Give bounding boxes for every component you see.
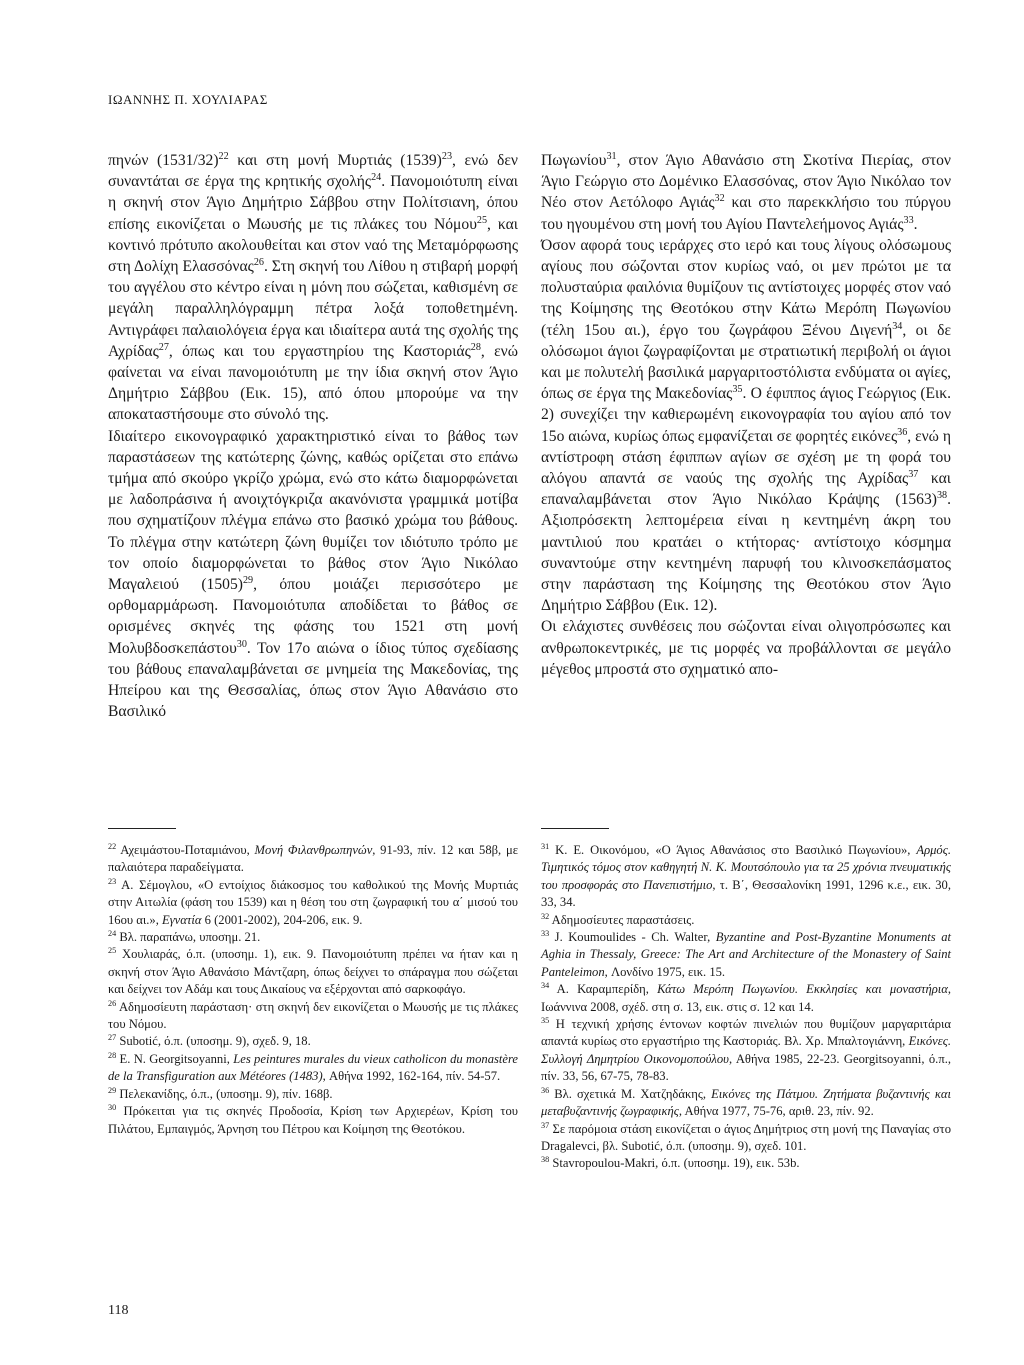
main-text-left-column: [108, 150, 518, 722]
footnote: [541, 929, 951, 981]
text-run: Αδημοσίευτες παραστάσεις.: [549, 912, 695, 927]
footnote-reference: 34: [892, 320, 903, 332]
text-run: Όσον αφορά τους ιεράρχες στο ιερό και τους λίγους ολόσωμους αγίους που σώζονται στον κυρίως ναό, οι μεν πρώτοι με τα πολυσταύρια φαιλόνια θυμίζουν τις αντίστοιχες μορφές στον ναό της Κοίμησης της Θεοτόκου στην Κάτω Μερόπη Πωγωνίου (τέλη 15ου αι.), έργο του ζωγράφου Ξένου Διγενή: [541, 236, 951, 339]
footnote-number: 32: [541, 911, 550, 921]
text-run: , ενώ η αντίστροφη στάση έφιππων αγίων σε σχέση με τη φορά του αλόγου απαντά σε ναούς της σχολής της Αχρίδας: [541, 427, 951, 488]
footnote: [541, 842, 951, 912]
text-run: , στον Άγιο Αθανάσιο στη Σκοτίνα Πιερίας, στον Άγιο Γεώργιο στο Δομένικο Ελασσόνας, στον Άγιο Νικόλαο τον Νέο στον Αετόλοφο Αγιάς: [541, 152, 951, 212]
italic-title: Byzantine and Post-Byzantine Monuments at Aghia in Thessaly, Greece: The Art and Architecture of the Monastery of Saint Panteleimon: [541, 930, 951, 979]
text-run: πηνών (1531/32): [108, 152, 219, 169]
text-run: , Αθήνα 1977, 75-76, αριθ. 23, πίν. 92.: [678, 1104, 874, 1119]
text-run: Πελεκανίδης, ό.π., (υποσημ. 9), πίν. 168β.: [116, 1086, 333, 1101]
footnote-number: 35: [541, 1015, 550, 1025]
footnote-reference: 28: [470, 341, 481, 353]
italic-title: Εικόνες. Συλλογή Δημητρίου Οικονομοπούλου: [541, 1034, 951, 1066]
footnote: [108, 1103, 518, 1138]
footnote-number: 38: [541, 1155, 550, 1165]
running-head: ΙΩΑΝΝΗΣ Π. ΧΟΥΛΙΑΡΑΣ: [108, 92, 268, 107]
text-run: . Πανομοιότυπη είναι η σκηνή στον Άγιο Δημήτριο Σάββου στην Πολίτσιανη, όπου επίσης εικονίζεται ο Μωυσής με τις πλάκες του Νόμου: [108, 173, 518, 233]
footnote: [108, 999, 518, 1034]
footnote-reference: 22: [218, 150, 229, 162]
footnotes-right-column: [541, 842, 951, 1173]
text-run: , Λονδίνο 1975, εικ. 15.: [604, 964, 726, 979]
text-run: Σε παρόμοια στάση εικονίζεται ο άγιος Δημήτριος στη μονή της Παναγίας στο Dragalevci, βλ. Subotić, ό.π. (υποσημ. 9), σχεδ. 101.: [541, 1121, 951, 1153]
text-run: E. N. Georgitsoyanni,: [116, 1051, 234, 1066]
text-run: , Αθήνα 1992, 162-164, πίν. 54-57.: [322, 1069, 501, 1084]
text-run: . Ο έφιππος άγιος Γεώργιος (Εικ. 2) συνεχίζει την καθιερωμένη εικονογραφία του αγίου από τον 15ο αιώνα, κυρίως όπως εμφανίζεται σε φορητές εικόνες: [541, 385, 951, 445]
footnote-reference: 37: [908, 468, 919, 480]
paragraph: [541, 235, 951, 617]
text-run: και στο παρεκκλήσιο του πύργου του ηγουμένου στη μονή του Αγίου Παντελεήμονος Αγιάς: [541, 194, 952, 233]
footnote-reference: 36: [897, 426, 908, 438]
page-number: 118: [108, 1303, 129, 1318]
footnote-reference: 24: [371, 172, 382, 184]
italic-title: Εικόνες της Πάτμου. Ζητήματα βυζαντινής και μεταβυζαντινής ζωγραφικής: [541, 1086, 951, 1119]
footnote: [541, 981, 951, 1016]
text-run: , όπως και του εργαστηρίου της Καστοριάς: [168, 342, 471, 360]
italic-title: Κάτω Μερόπη Πωγωνίου. Εκκλησίες και μοναστήρια: [657, 982, 948, 997]
paragraph: [541, 616, 951, 680]
footnote-number: 23: [108, 876, 117, 886]
text-run: Α. Καραμπερίδη,: [549, 982, 658, 997]
footnote: [108, 1051, 518, 1086]
footnote-separator-right: [541, 828, 609, 829]
text-run: . Στη σκηνή του Λίθου η στιβαρή μορφή του αγγέλου στο κέντρο είναι η μόνη που σώζεται, καθισμένη σε μεγάλη παραλληλόγραμμη πέτρα λοξά τοποθετημένη. Αντιγράφει παλαιολόγεια έργα και ιδιαίτερα αυτά της σχολής της Αχρίδας: [108, 258, 518, 360]
footnote-number: 33: [541, 928, 550, 938]
paragraph: [108, 426, 518, 723]
footnote: [541, 1121, 951, 1156]
text-run: , όπου μοιάζει περισσότερο με ορθομαρμάρωση. Πανομοιότυπα αποδίδεται το βάθος σε ορισμένες σκηνές της φάσης του 1521 στη μονή Μολυβδοσκεπάστου: [108, 576, 519, 657]
footnote-reference: 29: [242, 574, 254, 586]
footnote: [541, 1016, 951, 1086]
text-run: Βλ. παραπάνω, υποσημ. 21.: [116, 930, 261, 945]
footnote: [541, 912, 951, 929]
text-run: . Αξιοπρόσεκτη λεπτομέρεια είναι η κεντημένη άκρη του μαντιλιού που κρατάει ο κτήτορας· αντίστοιχο κόσμημα συναντούμε στην κεντημένη παρυφή του κλινοσκεπάσματος στην παράσταση της Κοίμησης της Θεοτόκου στον Άγιο Δημήτριο Σάββου (Εικ. 12).: [541, 491, 951, 615]
text-run: J. Koumoulides - Ch. Walter,: [549, 930, 716, 945]
text-run: , Ιωάννινα 2008, σχέδ. στη σ. 13, εικ. στις σ. 12 και 14.: [541, 982, 952, 1014]
text-run: Ιδιαίτερο εικονογραφικό χαρακτηριστικό είναι το βάθος των παραστάσεων της κατώτερης ζώνης, καθώς ορίζεται στο επάνω τμήμα από σκούρο γκρίζο χρώμα, ενώ στο κάτω διαμορφώνεται με λαδοπράσινα ή ανοιχτόγκριζα ακανόνιστα γραμμικά μοτίβα που σχηματίζουν πλέγμα επάνω στο βασικό χρώμα του βάθους. Το πλέγμα στην κατώτερη ζώνη θυμίζει τον ιδιότυπο τρόπο με τον οποίο διαμορφώνεται το βάθος στον Άγιο Νικόλαο Μαγαλειού (1505): [108, 427, 518, 594]
footnote-reference: 33: [903, 214, 914, 226]
text-run: , ενώ δεν συναντάται σε έργα της κρητικής σχολής: [108, 152, 518, 191]
footnotes-left-column: [108, 842, 518, 1138]
footnote: [541, 1155, 951, 1172]
text-run: Κ. Ε. Οικονόμου, «Ο Άγιος Αθανάσιος στο Βασιλικό Πωγωνίου»,: [549, 843, 917, 857]
text-run: , ενώ φαίνεται να είναι πανομοιότυπη με την ίδια σκηνή στον Άγιο Δημήτριο Σάββου (Εικ. 15), από όπου μπορούμε να την αποκαταστήσουμε στο σύνολό της.: [108, 342, 518, 424]
text-run: και στη μονή Μυρτιάς (1539): [228, 152, 442, 169]
text-run: Βλ. σχετικά Μ. Χατζηδάκης,: [549, 1086, 712, 1101]
footnote-separator-left: [108, 828, 176, 829]
footnote: [108, 842, 518, 877]
footnote: [108, 1033, 518, 1050]
text-run: Αχειμάστου-Ποταμιάνου,: [116, 843, 255, 857]
text-run: Οι ελάχιστες συνθέσεις που σώζονται είναι ολιγοπρόσωπες και ανθρωποκεντρικές, με τις μορφές να προβάλλονται σε μεγάλο μέγεθος μπροστά στο σχηματικό απο-: [541, 618, 951, 678]
footnote-reference: 31: [606, 150, 617, 162]
text-run: και επαναλαμβάνεται στον Άγιο Νικόλαο Κράψης (1563): [541, 470, 951, 509]
text-run: Αδημοσίευτη παράσταση· στη σκηνή δεν εικονίζεται ο Μωυσής με τις πλάκες του Νόμου.: [108, 999, 518, 1032]
footnote-reference: 27: [158, 341, 169, 353]
footnote-number: 25: [108, 946, 117, 956]
footnote-number: 36: [541, 1085, 550, 1095]
text-run: , τ. Β΄, Θεσσαλονίκη 1991, 1296 κ.ε., εικ. 30, 33, 34.: [541, 877, 952, 910]
footnote-number: 29: [108, 1085, 117, 1095]
italic-title: Les peintures murales du vieux catholicon du monastère de la Transfiguration aux Météores (1483): [108, 1051, 518, 1084]
footnote-reference: 30: [236, 638, 247, 650]
footnote-reference: 23: [441, 150, 452, 162]
text-run: Χουλιαράς, ό.π. (υποσημ. 1), εικ. 9. Πανομοιότυπη πρέπει να ήταν και η σκηνή στον Άγιο Αθανάσιο Μάντζαρη, όπως δείχνει το σπάραγμα που σώζεται και δείχνει τον Αδάμ και τους Δικαίους να εξέρχονται από σαρκοφάγο.: [108, 947, 518, 997]
text-run: 6 (2001-2002), 204-206, εικ. 9.: [201, 912, 363, 927]
text-run: Α. Σέμογλου, «Ο εντοίχιος διάκοσμος του καθολικού της Μονής Μυρτιάς στην Αιτωλία (φάση του 1539) και η θέση του στη ζωγραφική του α΄ μισού του 16ου αι.»,: [108, 877, 518, 927]
footnote-reference: 32: [714, 193, 725, 205]
text-run: Subotić, ό.π. (υποσημ. 9), σχεδ. 9, 18.: [116, 1034, 311, 1049]
italic-title: Μονή Φιλανθρωπηνών: [254, 843, 373, 857]
footnote-reference: 35: [732, 384, 743, 396]
text-run: Stavropoulou-Makri, ό.π. (υποσημ. 19), εικ. 53b.: [549, 1156, 800, 1171]
footnote-number: 22: [108, 841, 117, 851]
footnote-number: 30: [108, 1102, 117, 1112]
italic-title: Εγνατία: [162, 912, 202, 927]
footnote: [108, 1086, 518, 1103]
footnote-number: 28: [108, 1050, 117, 1060]
footnote: [108, 929, 518, 946]
text-run: , και κοντινό πρότυπο ακολουθείται και στον ναό της Μεταμόρφωσης στη Δολίχη Ελασσόνας: [108, 215, 519, 276]
footnote: [108, 946, 518, 998]
footnote-number: 27: [108, 1033, 117, 1043]
footnote-number: 24: [108, 928, 117, 938]
main-text-right-column: [541, 150, 951, 680]
footnote-number: 34: [541, 981, 550, 991]
text-run: , Αθήνα 1985, 22-23. Georgitsoyanni, ό.π., πίν. 33, 56, 67-75, 78-83.: [541, 1051, 951, 1084]
text-run: . Τον 17ο αιώνα ο ίδιος τύπος σχεδίασης του βάθους επαναλαμβάνεται σε μνημεία της Μακεδονίας, της Ηπείρου και της Θεσσαλίας, όπως στον Άγιο Αθανάσιο στο Βασιλικό: [108, 639, 518, 721]
paragraph: [541, 150, 951, 235]
text-run: , οι δε ολόσωμοι άγιοι ζωγραφίζονται με στρατιωτική περιβολή οι άγιοι και με πολυτελή βασιλικά μαργαριτοστόλιστα ενδύματα οι αγίες, όπως σε έργα της Μακεδονίας: [541, 321, 951, 403]
text-run: Η τεχνική χρήσης έντονων κοφτών πινελιών που θυμίζουν μαργαριτάρια απαντά κυρίως στο εργαστήριο της Καστοριάς. Βλ. Χρ. Μπαλτογιάννη,: [541, 1017, 951, 1049]
footnote: [108, 877, 518, 929]
text-run: Πωγωνίου: [541, 152, 607, 169]
italic-title: Αρμός. Τιμητικός τόμος στον καθηγητή Ν. Κ. Μουτσόπουλο για τα 25 χρόνια πνευματικής του προσφοράς στο Πανεπιστήμιο: [541, 843, 951, 892]
footnote-reference: 38: [936, 490, 948, 502]
text-run: .: [913, 215, 918, 233]
text-run: Πρόκειται για τις σκηνές Προδοσία, Κρίση των Αρχιερέων, Κρίση του Πιλάτου, Εμπαιγμός, Άρνηση του Πέτρου και Κοίμηση της Θεοτόκου.: [108, 1104, 518, 1136]
footnote-reference: 26: [253, 256, 264, 268]
text-run: , 91-93, πίν. 12 και 58β, με παλαιότερα παραδείγματα.: [108, 843, 518, 875]
footnote-number: 37: [541, 1120, 550, 1130]
footnote-number: 26: [108, 998, 117, 1008]
footnote-number: 31: [541, 841, 550, 851]
footnote-reference: 25: [476, 214, 488, 226]
footnote: [541, 1086, 951, 1121]
paragraph: [108, 150, 518, 426]
